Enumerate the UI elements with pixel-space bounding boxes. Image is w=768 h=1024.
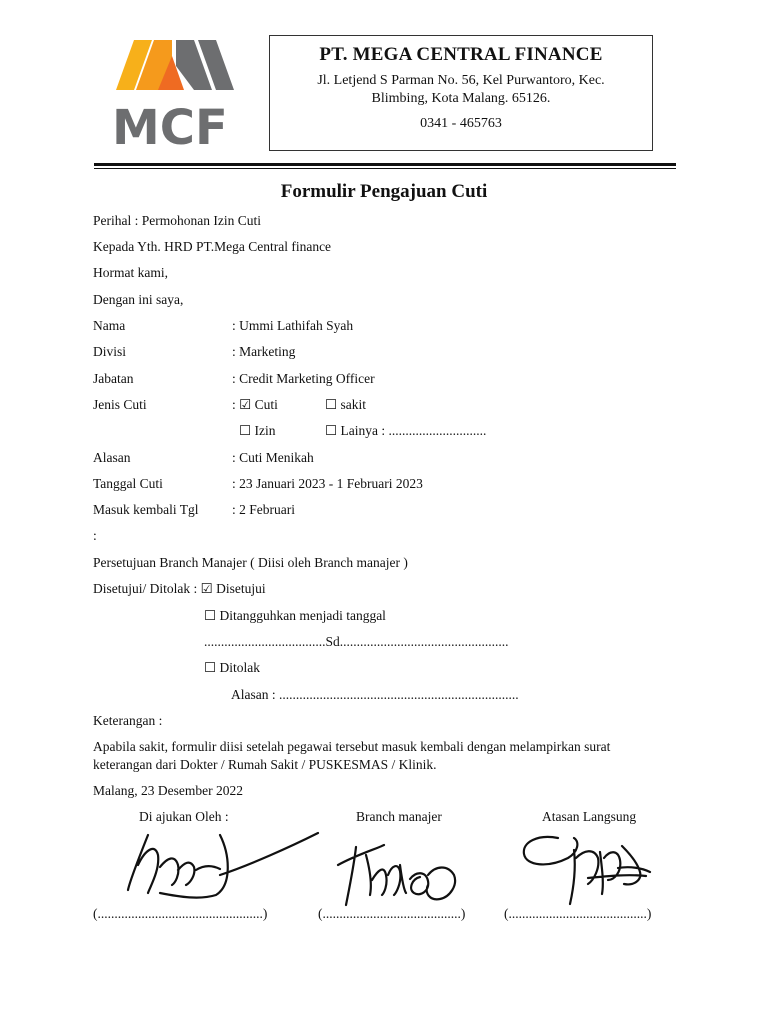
divisi-label: Divisi (93, 344, 127, 359)
mcf-logo-mark (110, 36, 234, 148)
jenis-cuti-option-izin[interactable]: ☐ Izin (239, 423, 276, 438)
header-divider-thick (94, 163, 676, 166)
keterangan-label: Keterangan : (93, 713, 163, 728)
recipient-line: Kepada Yth. HRD PT.Mega Central finance (93, 239, 332, 254)
company-address (270, 72, 652, 108)
masuk-kembali-value: : 2 Februari (232, 502, 295, 517)
approval-alasan: Alasan : ....................................................................... (231, 687, 519, 702)
company-info-box (269, 35, 653, 151)
alasan-label: Alasan (93, 450, 131, 465)
jenis-cuti-option-lainya[interactable]: ☐ Lainya : ............................. (325, 423, 487, 438)
place-date: Malang, 23 Desember 2022 (93, 783, 243, 798)
signature-atasan (518, 828, 653, 908)
nama-value: : Ummi Lathifah Syah (232, 318, 354, 333)
address-line-2: Blimbing, Kota Malang. 65126. (371, 91, 551, 106)
masuk-kembali-label: Masuk kembali Tgl (93, 502, 199, 517)
approval-option-ditangguhkan[interactable]: ☐ Ditangguhkan menjadi tanggal (204, 608, 386, 623)
intro-line: Dengan ini saya, (93, 292, 184, 307)
address-line-1: Jl. Letjend S Parman No. 56, Kel Purwantoro, Kec. (317, 73, 605, 88)
jabatan-label: Jabatan (93, 371, 134, 386)
signature-diajukan (120, 825, 320, 905)
perihal-line: Perihal : Permohonan Izin Cuti (93, 213, 261, 228)
company-name: PT. MEGA CENTRAL FINANCE (319, 44, 603, 65)
form-title: Formulir Pengajuan Cuti (280, 181, 488, 202)
keterangan-text-1: Apabila sakit, formulir diisi setelah pegawai tersebut masuk kembali dengan melampirkan surat (93, 739, 611, 754)
greeting-line: Hormat kami, (93, 265, 168, 280)
jenis-cuti-label: Jenis Cuti (93, 397, 147, 412)
approval-tangguh-dates: ....................................Sd.................................................. (204, 634, 509, 649)
company-phone: 0341 - 465763 (420, 116, 502, 131)
signature-label-diajukan: Di ajukan Oleh : (139, 809, 229, 824)
signature-branch (336, 835, 466, 910)
keterangan-text-2: keterangan dari Dokter / Rumah Sakit / PUSKESMAS / Klinik. (93, 757, 437, 772)
signature-line-diajukan: (.................................................) (93, 906, 268, 921)
alasan-value: : Cuti Menikah (232, 450, 314, 465)
signature-label-atasan: Atasan Langsung (542, 809, 637, 824)
company-logo (110, 36, 234, 148)
jenis-cuti-option-sakit[interactable]: ☐ sakit (325, 397, 366, 412)
signature-label-branch: Branch manajer (356, 809, 442, 824)
tanggal-cuti-value: : 23 Januari 2023 - 1 Februari 2023 (232, 476, 423, 491)
divisi-value: : Marketing (232, 344, 296, 359)
nama-label: Nama (93, 318, 126, 333)
jenis-cuti-option-cuti[interactable]: : ☑ Cuti (232, 397, 278, 412)
logo-text: MCF (112, 100, 228, 148)
approval-heading: Persetujuan Branch Manajer ( Diisi oleh Branch manajer ) (93, 555, 408, 570)
signature-line-atasan: (.........................................) (504, 906, 652, 921)
header-divider-thin (94, 168, 676, 169)
approval-status[interactable]: Disetujui/ Ditolak : ☑ Disetujui (93, 581, 266, 596)
signature-line-branch: (.........................................) (318, 906, 466, 921)
approval-option-ditolak[interactable]: ☐ Ditolak (204, 660, 260, 675)
stray-colon: : (93, 528, 97, 543)
jabatan-value: : Credit Marketing Officer (232, 371, 375, 386)
tanggal-cuti-label: Tanggal Cuti (93, 476, 163, 491)
